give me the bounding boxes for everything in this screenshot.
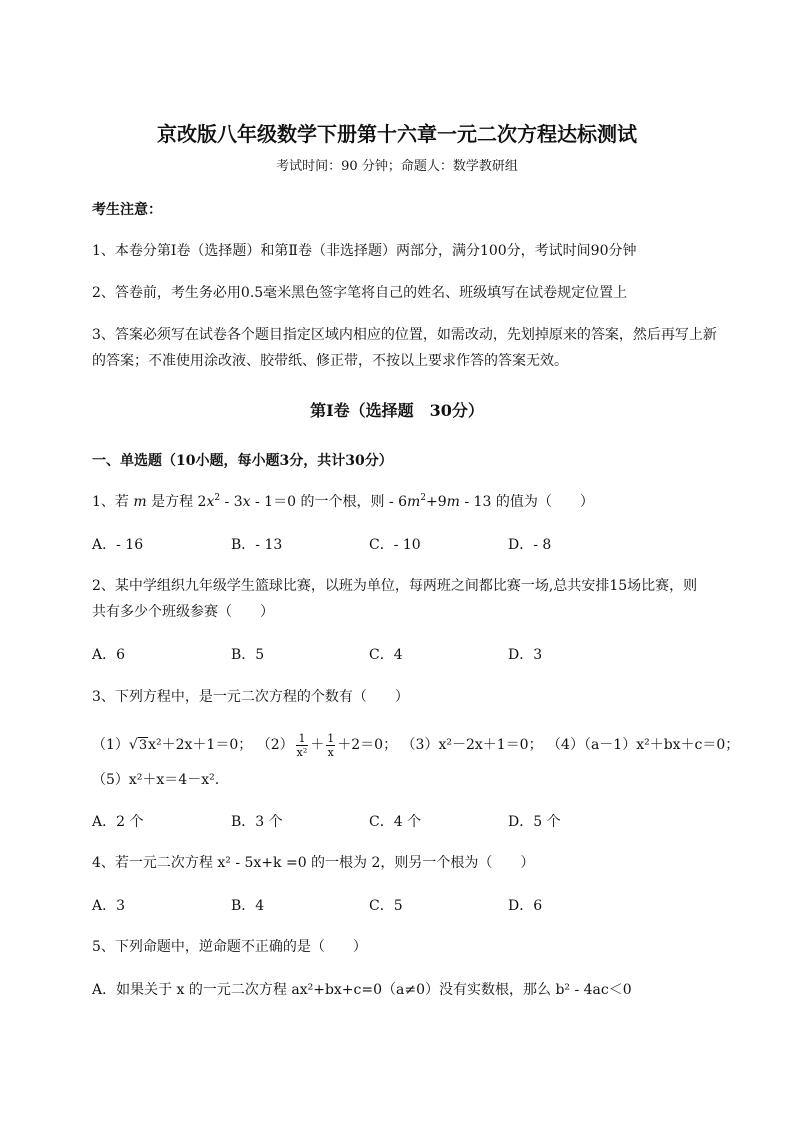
fraction-1 — [296, 732, 309, 759]
q1-text: 1、若 — [92, 494, 134, 510]
q1-var-x: x — [242, 494, 251, 510]
option-d[interactable]: D．- 8 — [508, 537, 552, 553]
q1-text: +9 — [426, 494, 447, 510]
q1-text: - 3 — [220, 494, 243, 510]
exam-subtitle: 考试时间：90 分钟；命题人：数学教研组 — [276, 159, 518, 174]
question-3-stem: 3、下列方程中，是一元二次方程的个数有（ ） — [92, 689, 409, 705]
option-d[interactable]: D．3 — [508, 647, 543, 663]
notice-item-3-line-2: 的答案；不准使用涂改液、胶带纸、修正带，不按以上要求作答的答案无效。 — [92, 353, 568, 369]
question-2-stem-line-2: 共有多少个班级参赛（ ） — [92, 604, 274, 620]
page-title: 京改版八年级数学下册第十六章一元二次方程达标测试 — [157, 122, 637, 146]
question-1-stem — [92, 491, 752, 513]
eq2-label: （2） — [256, 737, 294, 753]
option-a[interactable]: A．6 — [92, 647, 126, 663]
part-heading: 一、单选题（10小题，每小题3分，共计30分） — [92, 453, 393, 469]
option-d[interactable]: D．5 个 — [508, 814, 561, 830]
fraction-numerator: 1 — [296, 732, 309, 746]
question-2-options — [92, 644, 752, 666]
fraction-denominator: x² — [296, 745, 308, 759]
q1-var-m: m — [446, 494, 460, 510]
eq5: （5）x²＋x＝4－x². — [92, 772, 220, 788]
option-b[interactable]: B．4 — [231, 898, 265, 914]
fraction-numerator: 1 — [327, 731, 335, 745]
q1-text: - 1＝0 的一个根，则 - 6 — [250, 494, 407, 510]
question-4-stem: 4、若一元二次方程 x² - 5x+k =0 的一根为 2，则另一个根为（ ） — [92, 855, 535, 871]
q1-text: 是方程 2 — [146, 494, 207, 510]
option-d[interactable]: D．6 — [508, 898, 543, 914]
eq3: （3）x²－2x＋1＝0； — [401, 737, 543, 753]
plus-sign: ＋ — [310, 737, 325, 753]
question-3-equations-line-1 — [92, 730, 752, 760]
option-a[interactable]: A．2 个 — [92, 814, 144, 830]
q1-exponent: 2 — [214, 493, 221, 503]
notice-item-1: 1、本卷分第Ⅰ卷（选择题）和第Ⅱ卷（非选择题）两部分，满分100分，考试时间90分钟 — [92, 243, 637, 259]
notice-item-3-line-1: 3、答案必须写在试卷各个题目指定区域内相应的位置，如需改动，先划掉原来的答案，然后再写上新 — [92, 327, 717, 343]
option-a[interactable]: A．3 — [92, 898, 126, 914]
q1-text: - 13 的值为（ ） — [459, 494, 594, 510]
eq2-body: ＋2＝0； — [337, 737, 398, 753]
notice-item-2: 2、答卷前，考生务必用0.5毫米黑色签字笔将自己的姓名、班级填写在试卷规定位置上 — [92, 285, 628, 301]
option-c[interactable]: C．4 个 — [369, 814, 422, 830]
sqrt-symbol: √3 — [128, 737, 148, 753]
section-title: 第Ⅰ卷（选择题 30分） — [310, 401, 484, 420]
q1-exponent: 2 — [420, 493, 426, 503]
question-3-options — [92, 811, 752, 833]
eq1-body: x²＋2x＋1＝0； — [148, 737, 253, 753]
q1-var-m: m — [133, 494, 147, 510]
question-2-stem-line-1: 2、某中学组织九年级学生篮球比赛，以班为单位，每两班之间都比赛一场,总共安排15场比赛，则 — [92, 578, 698, 594]
q1-var-x: x — [206, 494, 215, 510]
question-1-options — [92, 534, 752, 556]
q1-var-m: m — [406, 494, 421, 510]
question-5-stem: 5、下列命题中，逆命题不正确的是（ ） — [92, 939, 367, 955]
fraction-denominator: x — [327, 745, 334, 759]
option-c[interactable]: C．5 — [369, 898, 403, 914]
option-c[interactable]: C．- 10 — [369, 537, 421, 553]
option-c[interactable]: C．4 — [369, 647, 403, 663]
radicand: 3 — [138, 738, 148, 753]
option-b[interactable]: B．5 — [231, 647, 265, 663]
question-5-option-a[interactable]: A．如果关于 x 的一元二次方程 ax²+bx+c=0（a≠0）没有实数根，那么 b² - 4ac＜0 — [92, 982, 632, 998]
eq4: （4）（a－1）x²＋bx＋c＝0； — [547, 737, 740, 753]
notice-heading: 考生注意： — [92, 202, 162, 218]
option-a[interactable]: A．- 16 — [92, 537, 144, 553]
option-b[interactable]: B．3 个 — [231, 814, 283, 830]
option-b[interactable]: B．- 13 — [231, 537, 283, 553]
eq1-label: （1） — [92, 737, 129, 753]
fraction-2 — [326, 732, 335, 759]
question-3-equations-line-2 — [92, 769, 752, 791]
question-4-options — [92, 895, 752, 917]
